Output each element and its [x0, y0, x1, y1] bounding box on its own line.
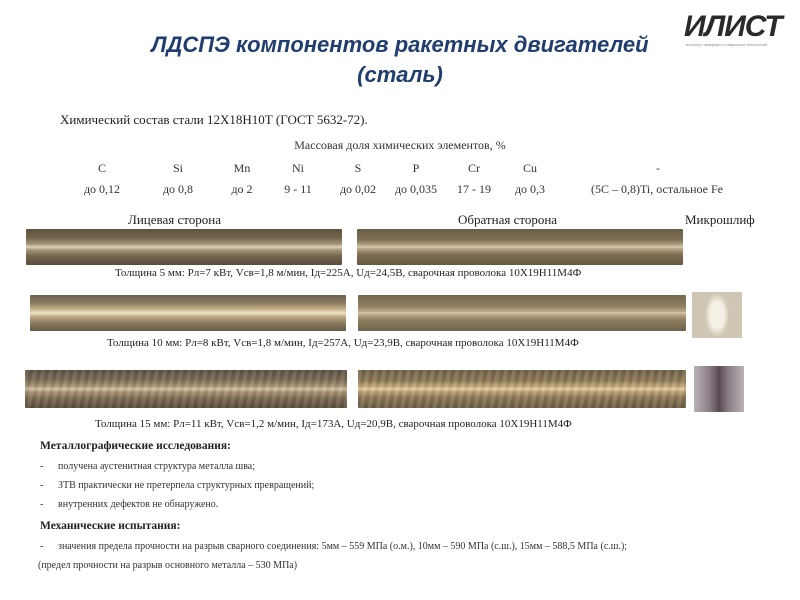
caption-10mm: Толщина 10 мм: Рл=8 кВт, Vсв=1,8 м/мин, Iд=257А, Uд=23,9В, сварочная проволока 10Х19Н11М4Ф: [107, 337, 579, 349]
back-side-label: Обратная сторона: [458, 212, 558, 227]
weld-back-10mm-photo: [358, 295, 686, 331]
mechanical-heading: Механические испытания:: [40, 520, 181, 532]
element-cell: Mn: [233, 161, 251, 175]
value-cell: до 0,12: [83, 182, 121, 196]
element-cell: Cr: [468, 161, 480, 175]
value-cell: (5С – 0,8)Ti, остальное Fe: [590, 182, 724, 196]
metallography-item: - получена аустенитная структура металла шва;: [40, 461, 256, 472]
value-cell: до 0,035: [394, 182, 438, 196]
ilist-logo: [678, 8, 788, 50]
mechanical-item-text: значения предела прочности на разрыв сварного соединения: 5мм – 559 МПа (о.м.), 10мм – 590 МПа (с.ш.), 15мм – 588,5 МПа (с.ш.);: [58, 541, 628, 552]
element-cell: Cu: [522, 161, 537, 175]
weld-face-10mm-photo: [30, 295, 346, 331]
logo-tagline: институт лазерных и сварочных технологий: [686, 42, 768, 47]
element-cell: -: [656, 161, 660, 175]
mechanical-item: - значения предела прочности на разрыв сварного соединения: 5мм – 559 МПа (о.м.), 10мм – 590 МПа (с.ш.), 15мм – 588,5 МПа (с.ш.);: [40, 541, 628, 552]
value-cell: 9 - 11: [284, 182, 312, 196]
value-cell: 17 - 19: [457, 182, 491, 196]
value-cell: до 0,02: [339, 182, 377, 196]
element-cell: P: [412, 161, 420, 175]
metallography-item-text: внутренних дефектов не обнаружено.: [58, 499, 219, 510]
element-cell: C: [97, 161, 106, 175]
microsection-label: Микрошлиф: [685, 212, 755, 227]
weld-face-15mm-photo: [25, 370, 347, 408]
weld-back-15mm-photo: [358, 370, 686, 408]
value-cell: до 0,8: [162, 182, 194, 196]
caption-15mm: Толщина 15 мм: Рл=11 кВт, Vсв=1,2 м/мин, Iд=173А, Uд=20,9В, сварочная проволока 10Х19Н11М4Ф: [95, 418, 572, 430]
caption-5mm: Толщина 5 мм: Рл=7 кВт, Vсв=1,8 м/мин, Iд=225А, Uд=24,5В, сварочная проволока 10Х19Н11М4Ф: [115, 267, 582, 279]
element-cell: Ni: [292, 161, 304, 175]
value-cell: до 0,3: [514, 182, 546, 196]
title-line-1: ЛДСПЭ компонентов ракетных двигателей: [151, 32, 649, 57]
element-cell: S: [354, 161, 362, 175]
metallography-heading: Металлографические исследования:: [40, 440, 231, 452]
metallography-item-text: получена аустенитная структура металла шва;: [58, 461, 256, 472]
microsection-10mm-photo: [692, 292, 742, 338]
microsection-15mm-photo: [694, 366, 744, 412]
mechanical-note: (предел прочности на разрыв основного металла – 530 МПа): [38, 560, 298, 571]
metallography-item: - внутренних дефектов не обнаружено.: [40, 499, 219, 510]
element-cell: Si: [172, 161, 183, 175]
weld-back-5mm-photo: [357, 229, 683, 265]
composition-header: Массовая доля химических элементов, %: [294, 138, 506, 152]
page-title: [120, 30, 680, 90]
logo-word: ИЛИСТ: [684, 10, 782, 43]
face-side-label: Лицевая сторона: [128, 212, 221, 227]
metallography-item-text: ЗТВ практически не претерпела структурных превращений;: [58, 480, 315, 491]
weld-face-5mm-photo: [26, 229, 342, 265]
value-cell: до 2: [231, 182, 253, 196]
metallography-item: - ЗТВ практически не претерпела структурных превращений;: [40, 480, 315, 491]
title-line-2: (сталь): [357, 62, 443, 87]
composition-subtitle: Химический состав стали 12Х18Н10Т (ГОСТ 5632-72).: [60, 112, 368, 127]
